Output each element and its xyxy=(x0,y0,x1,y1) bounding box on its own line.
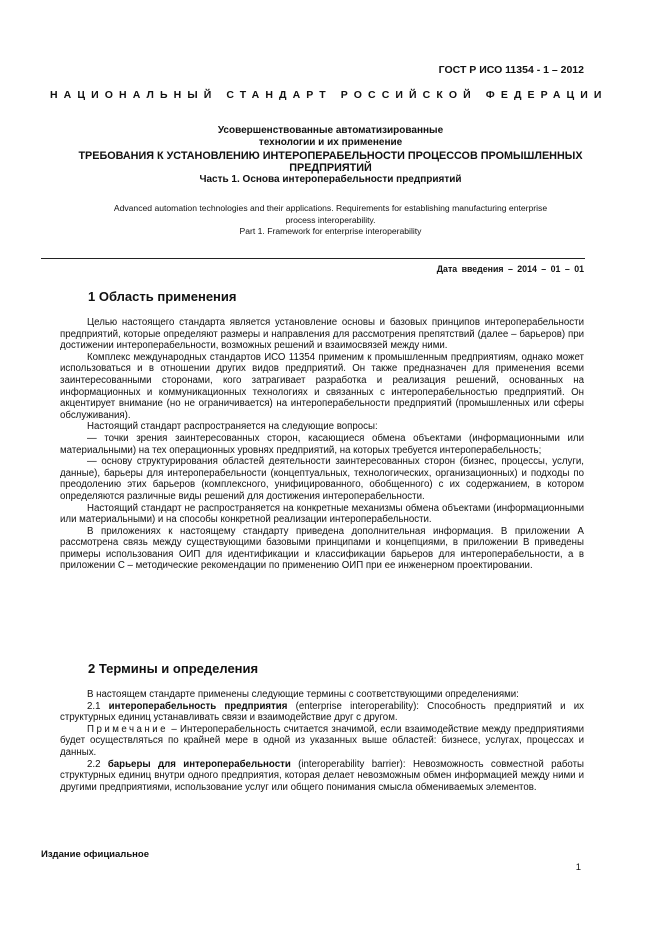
list-item: — основу структурирования областей деятельности заинтересованных сторон (бизнес, процессы, услуги, данные), барьеры для интероперабельности (концептуальных, технологических, организационных) и подходы по преодолению этих барьеров (комплексного, унифицированного, обобщенного) с их содержанием, в котором определяются различные виды решений для достижения интероперабельности. xyxy=(60,456,584,502)
national-standard-banner: НАЦИОНАЛЬНЫЙ СТАНДАРТ РОССИЙСКОЙ ФЕДЕРАЦИИ xyxy=(50,89,608,101)
note-text: – Интероперабельность считается значимой, если взаимодействие между предприятиями будет осуществляться по крайней мере в одной из указанных выше областей: бизнесе, услугах, процессах и данных. xyxy=(60,723,584,758)
title-line-5: Часть 1. Основа интероперабельности предприятий xyxy=(199,173,462,185)
english-title xyxy=(45,203,616,238)
paragraph: Комплекс международных стандартов ИСО 11354 применим к промышленным предприятиям, однако может использоваться и в отношении других видов предприятий. Он также предназначен для применения всеми заинтересованными сторонами, кого затрагивает разработка и реализация решений, основанных на информационных и коммуникационных технологиях и связанных с интероперабельностью предприятий. Он акцентирует внимание (но не ограничивается) на интероперабельности предприятий (промышленных или сферы обслуживания). xyxy=(60,351,584,421)
term-name: интероперабельность предприятия xyxy=(108,700,288,712)
title-line-2: технологии и их применение xyxy=(258,137,403,149)
list-item: — точки зрения заинтересованных сторон, касающиеся обмена объектами (информационными или материальными) на тех операционных уровнях предприятий, на которых требуется интероперабельность; xyxy=(60,432,584,456)
term-number: 2.2 xyxy=(87,758,108,770)
section-2-heading: 2 Термины и определения xyxy=(88,661,259,676)
note xyxy=(60,724,584,759)
introduction-date: Дата введения – 2014 – 01 – 01 xyxy=(436,264,584,274)
term-name: барьеры для интероперабельности xyxy=(107,758,291,770)
paragraph: Настоящий стандарт не распространяется на конкретные механизмы обмена объектами (информационными или материальными) и на способы конкретной реализации интероперабельности. xyxy=(60,502,584,526)
title-line-1: Усовершенствованные автоматизированные xyxy=(217,125,444,136)
term-definition: (enterprise interoperability): Способность предприятий и их структурных единиц устанавливать связи и взаимодействие друг с другом. xyxy=(60,700,584,724)
title-line-3: ТРЕБОВАНИЯ К УСТАНОВЛЕНИЮ ИНТЕРОПЕРАБЕЛЬНОСТИ ПРОЦЕССОВ ПРОМЫШЛЕННЫХ xyxy=(78,149,583,162)
paragraph: Настоящий стандарт распространяется на следующие вопросы: xyxy=(87,421,378,433)
english-title-line-2: process interoperability. xyxy=(285,214,376,225)
english-title-line-1: Advanced automation technologies and their applications. Requirements for establishing manufacturing enterprise xyxy=(113,203,548,213)
term-2-1 xyxy=(60,701,584,724)
divider xyxy=(41,258,585,259)
section-2-body xyxy=(60,689,584,793)
section-1-body xyxy=(60,317,584,572)
english-title-line-3: Part 1. Framework for enterprise interoperability xyxy=(239,226,422,236)
page-number: 1 xyxy=(575,862,581,873)
russian-title xyxy=(45,125,616,186)
term-2-2 xyxy=(60,759,584,794)
section-1-heading: 1 Область применения xyxy=(88,289,237,304)
paragraph: В настоящем стандарте применены следующие термины с соответствующими определениями: xyxy=(87,689,519,700)
edition-label: Издание официальное xyxy=(41,849,149,860)
title-line-4: ПРЕДПРИЯТИЙ xyxy=(289,161,372,174)
term-definition: (interoperability barrier): Невозможность совместной работы структурных единиц внутри одного предприятия, которая делает невозможным обмен информацией между ними и другими предприятиями, использование услуг или общего понимания смысла обмениваемых элементов. xyxy=(60,758,584,793)
note-label: Примечание xyxy=(87,723,169,735)
paragraph: В приложениях к настоящему стандарту приведена дополнительная информация. В приложении А рассмотрена связь между существующими базовыми принципами и концепциями, в приложении В приведены примеры использования ОИП для идентификации и классификации барьеров для интероперабельности, а в приложении С – методические рекомендации по применению ОИП при ее инженерном проектировании. xyxy=(60,525,584,572)
paragraph: Целью настоящего стандарта является установление основы и базовых принципов интероперабельности предприятий, которые определяют размеры и направления для рассмотрения препятствий (далее – барьеров) при достижении интероперабельности, возможных решений и взаимосвязей между ними. xyxy=(60,317,584,352)
standard-code: ГОСТ Р ИСО 11354 - 1 – 2012 xyxy=(438,64,584,76)
term-number: 2.1 xyxy=(87,700,109,712)
